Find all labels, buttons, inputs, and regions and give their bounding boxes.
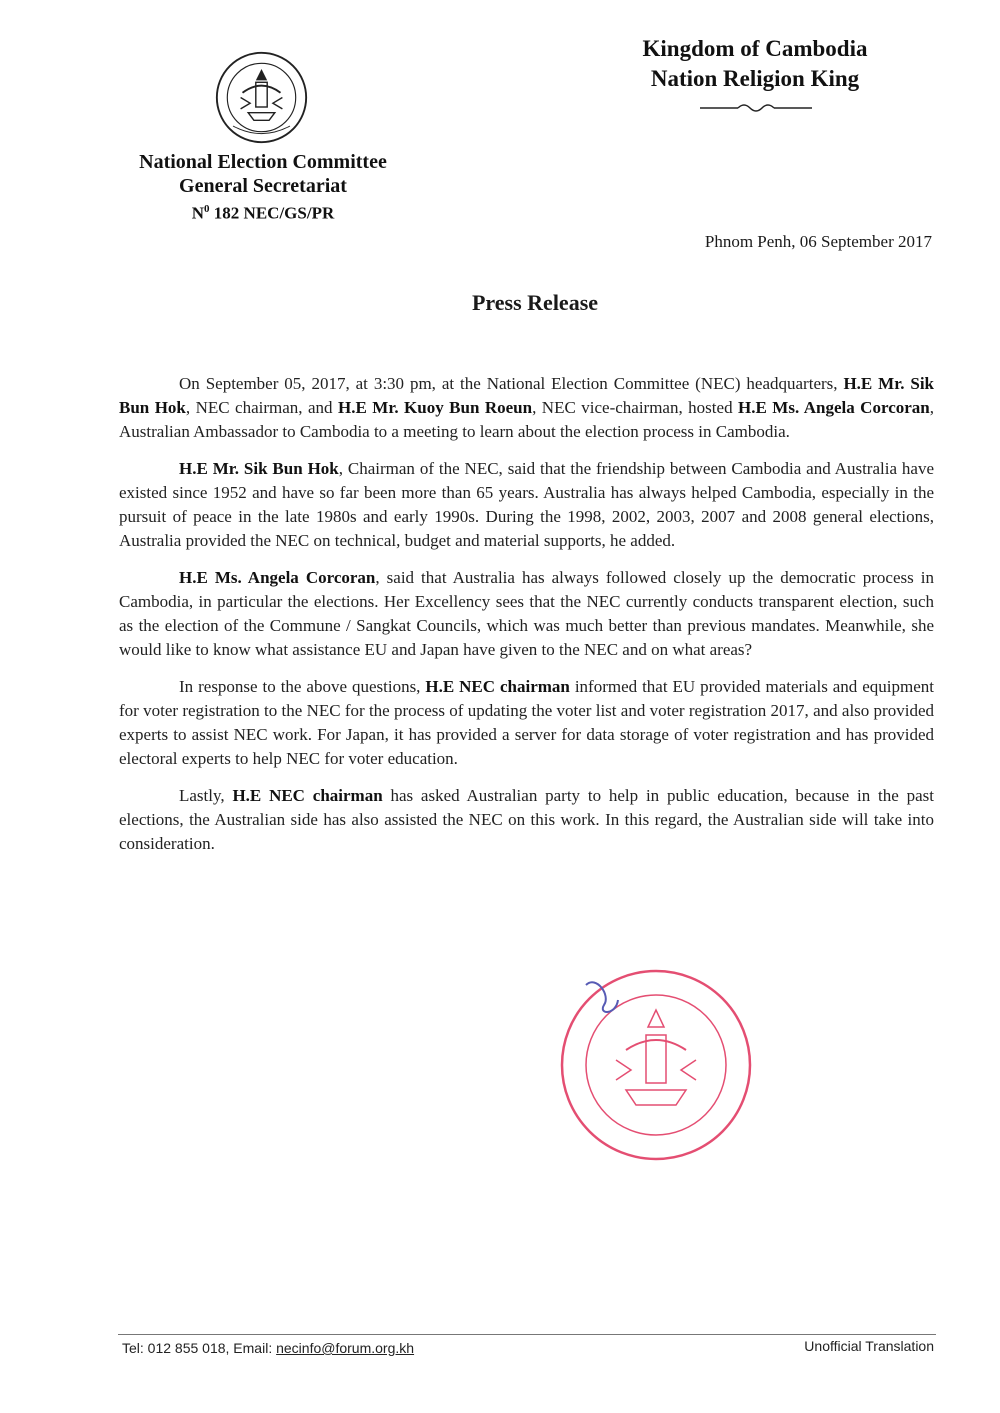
- organization-block: [108, 150, 418, 225]
- organization-subname: General Secretariat: [179, 175, 347, 197]
- document-title: Press Release: [471, 290, 599, 315]
- paragraph-1: On September 05, 2017, at 3:30 pm, at the National Election Committee (NEC) headquarters, H.E Mr. Sik Bun Hok, NEC chairman, and H.E Mr. Kuoy Bun Roeun, NEC vice-chairman, hosted H.E Ms. Angela Corcoran, Australian Ambassador to Cambodia to a meeting to learn about the election process in Cambodia.: [119, 374, 934, 441]
- email-link[interactable]: necinfo@forum.org.kh: [276, 1340, 415, 1356]
- footer-contact: Tel: 012 855 018, Email: necinfo@forum.org.kh: [122, 1340, 415, 1356]
- official-stamp: [556, 965, 756, 1165]
- paragraph-3: H.E Ms. Angela Corcoran, said that Australia has always followed closely up the democratic process in Cambodia, in particular the elections. Her Excellency sees that the NEC currently conducts transparent election, such as the election of the Commune / Sangkat Councils, which was much better than previous mandates. Meanwhile, she would like to know what assistance EU and Japan have given to the NEC and on what areas?: [119, 568, 934, 659]
- paragraph-4: In response to the above questions, H.E NEC chairman informed that EU provided materials and equipment for voter registration to the NEC for the process of updating the voter list and voter registration 2017, and also provided experts to assist NEC work. For Japan, it has provided a server for data storage of voter registration and has provided electoral experts to help NEC for voter education.: [119, 677, 935, 768]
- paragraph-2: H.E Mr. Sik Bun Hok, Chairman of the NEC, said that the friendship between Cambodia and Australia have existed since 1952 and have so far been more than 65 years. Australia has always helped Cambodia, especially in the pursuit of peace in the late 1980s and early 1990s. During the 1998, 2002, 2003, 2007 and 2008 general elections, Australia provided the NEC on technical, budget and material supports, he added.: [119, 459, 934, 550]
- translation-note: Unofficial Translation: [804, 1338, 934, 1354]
- reference-number: $N^0$ 182 NEC/GS/PR: [191, 203, 335, 223]
- kingdom-header: [600, 34, 910, 94]
- national-motto: Nation Religion King: [650, 66, 860, 91]
- kingdom-name: Kingdom of Cambodia: [642, 36, 868, 61]
- paragraph-5: Lastly, H.E NEC chairman has asked Australian party to help in public education, because in the past elections, the Australian side has also assisted the NEC on this work. In this regard, the Australian side will take into consideration.: [119, 786, 935, 853]
- date-line: Phnom Penh, 06 September 2017: [704, 232, 932, 251]
- ornament-divider: [700, 100, 812, 116]
- organization-name: National Election Committee: [139, 151, 387, 173]
- document-body: [119, 372, 934, 869]
- nec-emblem-logo: [214, 50, 309, 145]
- footer-divider: [118, 1334, 936, 1335]
